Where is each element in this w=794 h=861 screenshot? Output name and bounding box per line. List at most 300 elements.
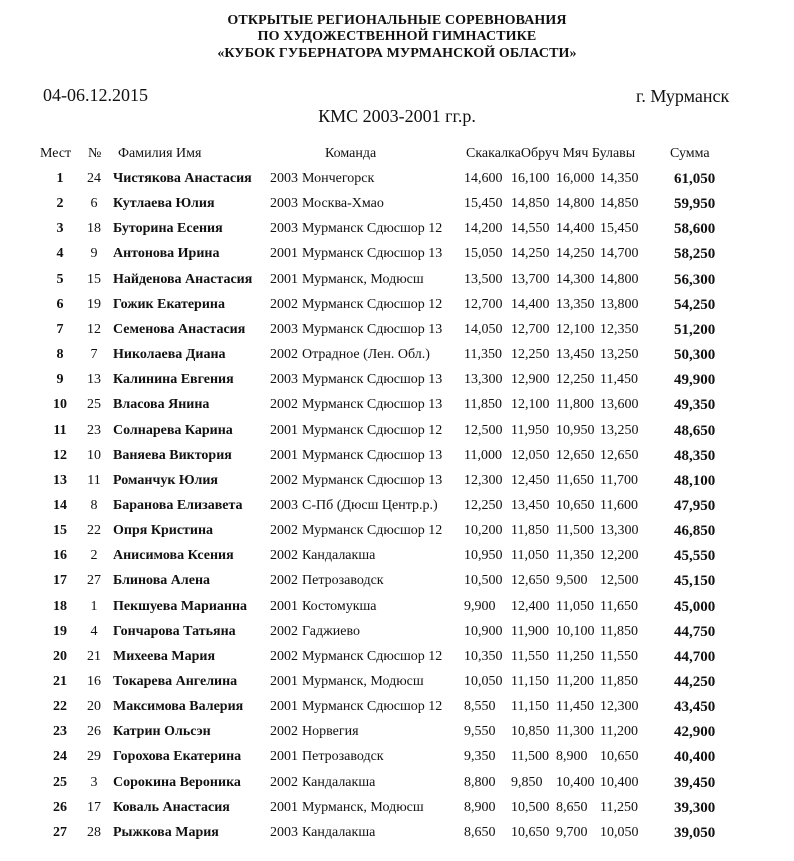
- cell-clubs-score: 12,300: [600, 699, 639, 715]
- cell-rope-score: 9,550: [464, 724, 496, 740]
- cell-place: 15: [53, 523, 67, 539]
- cell-total: 45,150: [674, 573, 716, 590]
- cell-clubs-score: 10,650: [600, 749, 639, 765]
- table-row: [0, 724, 794, 749]
- cell-team: Мурманск Сдюсшор 13: [302, 447, 443, 463]
- cell-year: 2002: [270, 548, 298, 564]
- cell-team: Мурманск Сдюсшор 12: [302, 422, 443, 438]
- cell-clubs-score: 15,450: [600, 221, 639, 237]
- cell-year: 2001: [270, 674, 298, 689]
- cell-year: 2002: [270, 774, 298, 790]
- cell-hoop-score: 12,900: [511, 372, 550, 388]
- cell-ball-score: 8,900: [556, 749, 588, 765]
- col-header-num: №: [88, 146, 102, 161]
- cell-rope-score: 13,500: [464, 271, 503, 287]
- cell-total: 39,300: [674, 799, 716, 816]
- cell-year: 2002: [270, 648, 298, 664]
- cell-ball-score: 9,700: [556, 824, 588, 840]
- cell-place: 3: [56, 221, 64, 237]
- cell-number: 8: [90, 497, 98, 513]
- cell-rope-score: 13,300: [464, 372, 503, 388]
- table-row: [0, 548, 794, 573]
- cell-place: 13: [53, 472, 67, 488]
- cell-hoop-score: 11,500: [511, 749, 549, 765]
- cell-rope-score: 14,200: [464, 221, 503, 237]
- cell-number: 22: [87, 523, 101, 539]
- cell-team: Кандалакша: [302, 824, 376, 840]
- cell-hoop-score: 12,650: [511, 573, 550, 589]
- cell-number: 24: [87, 171, 101, 186]
- cell-team: Костомукша: [302, 598, 377, 614]
- cell-total: 54,250: [674, 296, 716, 313]
- table-row: [0, 397, 794, 422]
- cell-ball-score: 10,950: [556, 422, 595, 438]
- cell-number: 20: [87, 699, 101, 715]
- cell-place: 4: [56, 246, 64, 262]
- cell-number: 4: [90, 623, 98, 639]
- table-row: [0, 749, 794, 774]
- cell-number: 7: [90, 347, 98, 363]
- cell-year: 2003: [270, 497, 298, 513]
- cell-name: Семенова Анастасия: [113, 321, 246, 337]
- cell-clubs-score: 12,200: [600, 548, 639, 564]
- cell-team: Норвегия: [302, 724, 359, 740]
- cell-team: Кандалакша: [302, 548, 376, 564]
- cell-number: 10: [87, 447, 101, 463]
- cell-hoop-score: 11,950: [511, 422, 549, 438]
- cell-name: Ваняева Виктория: [113, 447, 232, 463]
- doc-title-line-1: ОТКРЫТЫЕ РЕГИОНАЛЬНЫЕ СОРЕВНОВАНИЯ: [227, 13, 567, 28]
- cell-clubs-score: 11,700: [600, 472, 638, 488]
- cell-number: 16: [87, 674, 101, 689]
- cell-team: Мурманск Сдюсшор 12: [302, 296, 443, 312]
- cell-clubs-score: 11,450: [600, 372, 638, 388]
- cell-number: 15: [87, 271, 101, 287]
- cell-year: 2001: [270, 246, 298, 262]
- cell-total: 39,050: [674, 824, 716, 841]
- cell-total: 42,900: [674, 724, 716, 741]
- cell-ball-score: 12,250: [556, 372, 595, 388]
- cell-hoop-score: 13,450: [511, 497, 550, 513]
- cell-total: 51,200: [674, 321, 716, 338]
- cell-clubs-score: 11,250: [600, 799, 638, 815]
- table-row: [0, 674, 794, 699]
- cell-number: 19: [87, 296, 101, 312]
- cell-place: 8: [56, 347, 64, 363]
- cell-clubs-score: 13,250: [600, 347, 639, 363]
- table-row: [0, 372, 794, 397]
- cell-team: Мурманск, Модюсш: [302, 674, 424, 689]
- cell-number: 1: [90, 598, 98, 614]
- cell-place: 10: [53, 397, 67, 413]
- table-row: [0, 347, 794, 372]
- cell-name: Рыжкова Мария: [113, 824, 219, 840]
- cell-team: С-Пб (Дюсш Центр.р.): [302, 497, 438, 513]
- table-row: [0, 272, 794, 297]
- col-header-total: Сумма: [670, 146, 710, 161]
- cell-hoop-score: 14,850: [511, 196, 550, 212]
- cell-year: 2002: [270, 523, 298, 539]
- cell-total: 43,450: [674, 699, 716, 716]
- col-header-apparatus: СкакалкаОбруч Мяч Булавы: [466, 146, 636, 161]
- cell-hoop-score: 11,050: [511, 548, 549, 564]
- table-row: [0, 297, 794, 322]
- cell-clubs-score: 12,500: [600, 573, 639, 589]
- cell-name: Анисимова Ксения: [113, 548, 234, 564]
- cell-total: 47,950: [674, 497, 716, 514]
- cell-clubs-score: 11,550: [600, 648, 638, 664]
- cell-name: Катрин Ольсэн: [113, 724, 211, 740]
- cell-place: 1: [56, 171, 64, 186]
- cell-hoop-score: 12,250: [511, 347, 550, 363]
- cell-name: Гончарова Татьяна: [113, 623, 236, 639]
- cell-place: 25: [53, 774, 67, 790]
- cell-team: Отрадное (Лен. Обл.): [302, 347, 430, 363]
- cell-place: 12: [53, 447, 67, 463]
- table-row: [0, 246, 794, 271]
- cell-year: 2003: [270, 372, 298, 388]
- cell-clubs-score: 11,600: [600, 497, 638, 513]
- cell-clubs-score: 11,200: [600, 724, 638, 740]
- cell-hoop-score: 10,500: [511, 799, 550, 815]
- cell-ball-score: 11,350: [556, 548, 594, 564]
- cell-total: 49,350: [674, 397, 716, 414]
- cell-rope-score: 12,500: [464, 422, 503, 438]
- cell-clubs-score: 12,650: [600, 447, 639, 463]
- cell-year: 2003: [270, 196, 298, 212]
- cell-number: 25: [87, 397, 101, 413]
- cell-year: 2002: [270, 724, 298, 740]
- cell-clubs-score: 11,850: [600, 674, 638, 689]
- table-row: [0, 473, 794, 498]
- cell-year: 2001: [270, 699, 298, 715]
- cell-hoop-score: 9,850: [511, 774, 543, 790]
- cell-ball-score: 12,650: [556, 447, 595, 463]
- cell-rope-score: 10,900: [464, 623, 503, 639]
- cell-place: 7: [56, 321, 64, 337]
- cell-rope-score: 10,950: [464, 548, 503, 564]
- cell-year: 2001: [270, 598, 298, 614]
- cell-number: 11: [87, 472, 101, 488]
- cell-total: 56,300: [674, 271, 716, 288]
- cell-place: 14: [53, 497, 67, 513]
- table-row: [0, 523, 794, 548]
- cell-total: 45,000: [674, 598, 716, 615]
- cell-team: Петрозаводск: [302, 749, 384, 765]
- cell-year: 2001: [270, 271, 298, 287]
- cell-team: Гаджиево: [302, 623, 360, 639]
- cell-team: Мурманск Сдюсшор 13: [302, 321, 443, 337]
- cell-year: 2003: [270, 824, 298, 840]
- cell-year: 2003: [270, 321, 298, 337]
- cell-total: 46,850: [674, 523, 716, 540]
- table-row: [0, 423, 794, 448]
- cell-ball-score: 11,250: [556, 648, 594, 664]
- cell-year: 2002: [270, 296, 298, 312]
- cell-number: 29: [87, 749, 101, 765]
- table-row: [0, 448, 794, 473]
- cell-clubs-score: 14,700: [600, 246, 639, 262]
- cell-total: 48,350: [674, 447, 716, 464]
- cell-number: 17: [87, 799, 101, 815]
- cell-total: 40,400: [674, 749, 716, 766]
- cell-ball-score: 14,400: [556, 221, 595, 237]
- cell-total: 59,950: [674, 196, 716, 213]
- cell-place: 11: [53, 422, 67, 438]
- cell-name: Токарева Ангелина: [113, 674, 238, 689]
- cell-team: Мурманск Сдюсшор 13: [302, 397, 443, 413]
- cell-hoop-score: 11,550: [511, 648, 549, 664]
- cell-team: Мурманск, Модюсш: [302, 799, 424, 815]
- cell-place: 6: [56, 296, 64, 312]
- cell-clubs-score: 14,350: [600, 171, 639, 186]
- cell-hoop-score: 14,250: [511, 246, 550, 262]
- cell-number: 23: [87, 422, 101, 438]
- cell-ball-score: 8,650: [556, 799, 588, 815]
- cell-ball-score: 11,450: [556, 699, 594, 715]
- cell-clubs-score: 13,800: [600, 296, 639, 312]
- cell-rope-score: 12,300: [464, 472, 503, 488]
- cell-team: Мурманск Сдюсшор 13: [302, 472, 443, 488]
- cell-name: Блинова Алена: [113, 573, 211, 589]
- table-row: [0, 649, 794, 674]
- cell-number: 2: [90, 548, 98, 564]
- table-row: [0, 599, 794, 624]
- cell-name: Опря Кристина: [113, 523, 214, 539]
- cell-year: 2002: [270, 397, 298, 413]
- cell-year: 2001: [270, 799, 298, 815]
- cell-year: 2001: [270, 447, 298, 463]
- cell-ball-score: 11,200: [556, 674, 594, 689]
- cell-total: 58,600: [674, 221, 716, 238]
- cell-rope-score: 8,900: [464, 799, 496, 815]
- table-row: [0, 699, 794, 724]
- cell-clubs-score: 12,350: [600, 321, 639, 337]
- cell-number: 6: [90, 196, 98, 212]
- cell-total: 49,900: [674, 372, 716, 389]
- cell-hoop-score: 10,850: [511, 724, 550, 740]
- doc-title-line-3: «КУБОК ГУБЕРНАТОРА МУРМАНСКОЙ ОБЛАСТИ»: [217, 46, 577, 61]
- cell-name: Романчук Юлия: [113, 472, 218, 488]
- cell-year: 2002: [270, 472, 298, 488]
- cell-year: 2002: [270, 347, 298, 363]
- cell-name: Николаева Диана: [113, 347, 226, 363]
- cell-number: 27: [87, 573, 101, 589]
- cell-name: Михеева Мария: [113, 648, 216, 664]
- cell-hoop-score: 11,900: [511, 623, 549, 639]
- cell-name: Баранова Елизавета: [113, 497, 243, 513]
- cell-place: 26: [53, 799, 67, 815]
- cell-ball-score: 11,650: [556, 472, 594, 488]
- cell-rope-score: 10,350: [464, 648, 503, 664]
- cell-rope-score: 15,450: [464, 196, 503, 212]
- cell-rope-score: 14,600: [464, 171, 503, 186]
- cell-rope-score: 12,250: [464, 497, 503, 513]
- cell-number: 18: [87, 221, 101, 237]
- cell-rope-score: 10,050: [464, 674, 503, 689]
- cell-year: 2002: [270, 623, 298, 639]
- cell-hoop-score: 13,700: [511, 271, 550, 287]
- cell-hoop-score: 10,650: [511, 824, 550, 840]
- table-row: [0, 322, 794, 347]
- cell-rope-score: 8,550: [464, 699, 496, 715]
- cell-total: 39,450: [674, 774, 716, 791]
- cell-number: 26: [87, 724, 101, 740]
- cell-clubs-score: 10,050: [600, 824, 639, 840]
- cell-place: 20: [53, 648, 67, 664]
- cell-ball-score: 10,650: [556, 497, 595, 513]
- cell-team: Мурманск Сдюсшор 12: [302, 699, 443, 715]
- cell-number: 28: [87, 824, 101, 840]
- cell-place: 27: [53, 824, 67, 840]
- cell-clubs-score: 11,850: [600, 623, 638, 639]
- cell-hoop-score: 12,050: [511, 447, 550, 463]
- cell-name: Буторина Есения: [113, 221, 223, 237]
- cell-name: Гожик Екатерина: [113, 296, 225, 312]
- table-row: [0, 171, 794, 196]
- cell-team: Петрозаводск: [302, 573, 384, 589]
- table-row: [0, 800, 794, 825]
- cell-ball-score: 14,250: [556, 246, 595, 262]
- cell-rope-score: 11,000: [464, 447, 502, 463]
- cell-clubs-score: 14,800: [600, 271, 639, 287]
- cell-name: Найденова Анастасия: [113, 271, 253, 287]
- cell-ball-score: 11,300: [556, 724, 594, 740]
- cell-total: 45,550: [674, 548, 716, 565]
- cell-name: Пекшуева Марианна: [113, 598, 248, 614]
- cell-team: Мурманск Сдюсшор 12: [302, 648, 443, 664]
- cell-number: 13: [87, 372, 101, 388]
- cell-ball-score: 14,800: [556, 196, 595, 212]
- cell-clubs-score: 13,250: [600, 422, 639, 438]
- cell-name: Сорокина Вероника: [113, 774, 241, 790]
- cell-name: Кутлаева Юлия: [113, 196, 215, 212]
- cell-name: Власова Янина: [113, 397, 210, 413]
- cell-name: Коваль Анастасия: [113, 799, 230, 815]
- cell-ball-score: 14,300: [556, 271, 595, 287]
- cell-hoop-score: 12,700: [511, 321, 550, 337]
- col-header-team: Команда: [325, 146, 377, 161]
- event-city: г. Мурманск: [636, 86, 730, 106]
- cell-name: Чистякова Анастасия: [113, 171, 252, 186]
- cell-total: 48,650: [674, 422, 716, 439]
- cell-hoop-score: 12,100: [511, 397, 550, 413]
- cell-rope-score: 8,650: [464, 824, 496, 840]
- cell-name: Солнарева Карина: [113, 422, 233, 438]
- cell-ball-score: 13,350: [556, 296, 595, 312]
- cell-hoop-score: 12,400: [511, 598, 550, 614]
- cell-team: Мурманск Сдюсшор 12: [302, 221, 443, 237]
- cell-place: 22: [53, 699, 67, 715]
- cell-total: 44,700: [674, 648, 716, 665]
- cell-name: Максимова Валерия: [113, 699, 244, 715]
- cell-clubs-score: 11,650: [600, 598, 638, 614]
- table-row: [0, 775, 794, 800]
- cell-year: 2003: [270, 171, 298, 186]
- cell-team: Мурманск Сдюсшор 13: [302, 372, 443, 388]
- cell-team: Мончегорск: [302, 171, 375, 186]
- table-row: [0, 498, 794, 523]
- cell-clubs-score: 13,600: [600, 397, 639, 413]
- cell-place: 5: [56, 271, 64, 287]
- cell-rope-score: 12,700: [464, 296, 503, 312]
- cell-place: 18: [53, 598, 67, 614]
- cell-rope-score: 8,800: [464, 774, 496, 790]
- col-header-name: Фамилия Имя: [118, 146, 202, 161]
- cell-place: 21: [53, 674, 67, 689]
- cell-clubs-score: 10,400: [600, 774, 639, 790]
- cell-clubs-score: 13,300: [600, 523, 639, 539]
- cell-ball-score: 11,500: [556, 523, 594, 539]
- cell-hoop-score: 14,550: [511, 221, 550, 237]
- cell-team: Мурманск Сдюсшор 13: [302, 246, 443, 262]
- event-date: 04-06.12.2015: [43, 85, 148, 105]
- cell-team: Мурманск, Модюсш: [302, 271, 424, 287]
- cell-rope-score: 14,050: [464, 321, 503, 337]
- cell-clubs-score: 14,850: [600, 196, 639, 212]
- cell-name: Калинина Евгения: [113, 372, 234, 388]
- cell-ball-score: 11,050: [556, 598, 594, 614]
- col-header-place: Мест: [40, 146, 72, 161]
- cell-total: 58,250: [674, 246, 716, 263]
- cell-number: 3: [90, 774, 98, 790]
- cell-total: 44,250: [674, 674, 716, 690]
- cell-hoop-score: 14,400: [511, 296, 550, 312]
- cell-number: 12: [87, 321, 101, 337]
- cell-total: 50,300: [674, 347, 716, 364]
- cell-number: 9: [90, 246, 98, 262]
- age-category: КМС 2003-2001 гг.р.: [318, 106, 476, 126]
- cell-place: 2: [56, 196, 64, 212]
- cell-place: 23: [53, 724, 67, 740]
- cell-place: 19: [53, 623, 67, 639]
- cell-team: Кандалакша: [302, 774, 376, 790]
- doc-title-line-2: ПО ХУДОЖЕСТВЕННОЙ ГИМНАСТИКЕ: [257, 29, 537, 44]
- cell-total: 61,050: [674, 171, 716, 187]
- cell-total: 44,750: [674, 623, 716, 640]
- cell-year: 2001: [270, 749, 298, 765]
- cell-team: Москва-Хмао: [302, 196, 384, 212]
- cell-hoop-score: 16,100: [511, 171, 550, 186]
- table-row: [0, 196, 794, 221]
- cell-team: Мурманск Сдюсшор 12: [302, 523, 443, 539]
- cell-ball-score: 12,100: [556, 321, 595, 337]
- cell-hoop-score: 12,450: [511, 472, 550, 488]
- cell-place: 16: [53, 548, 67, 564]
- cell-ball-score: 10,100: [556, 623, 595, 639]
- cell-year: 2001: [270, 422, 298, 438]
- cell-rope-score: 15,050: [464, 246, 503, 262]
- cell-total: 48,100: [674, 472, 716, 489]
- table-row: [0, 573, 794, 598]
- cell-place: 9: [56, 372, 64, 388]
- cell-ball-score: 10,400: [556, 774, 595, 790]
- cell-year: 2002: [270, 573, 298, 589]
- cell-rope-score: 9,900: [464, 598, 496, 614]
- cell-rope-score: 10,200: [464, 523, 503, 539]
- cell-ball-score: 9,500: [556, 573, 588, 589]
- cell-year: 2003: [270, 221, 298, 237]
- cell-rope-score: 10,500: [464, 573, 503, 589]
- cell-number: 21: [87, 648, 101, 664]
- cell-place: 17: [53, 573, 67, 589]
- table-row: [0, 825, 794, 850]
- table-row: [0, 624, 794, 649]
- cell-hoop-score: 11,850: [511, 523, 549, 539]
- cell-name: Горохова Екатерина: [113, 749, 242, 765]
- cell-name: Антонова Ирина: [113, 246, 220, 262]
- cell-rope-score: 11,850: [464, 397, 502, 413]
